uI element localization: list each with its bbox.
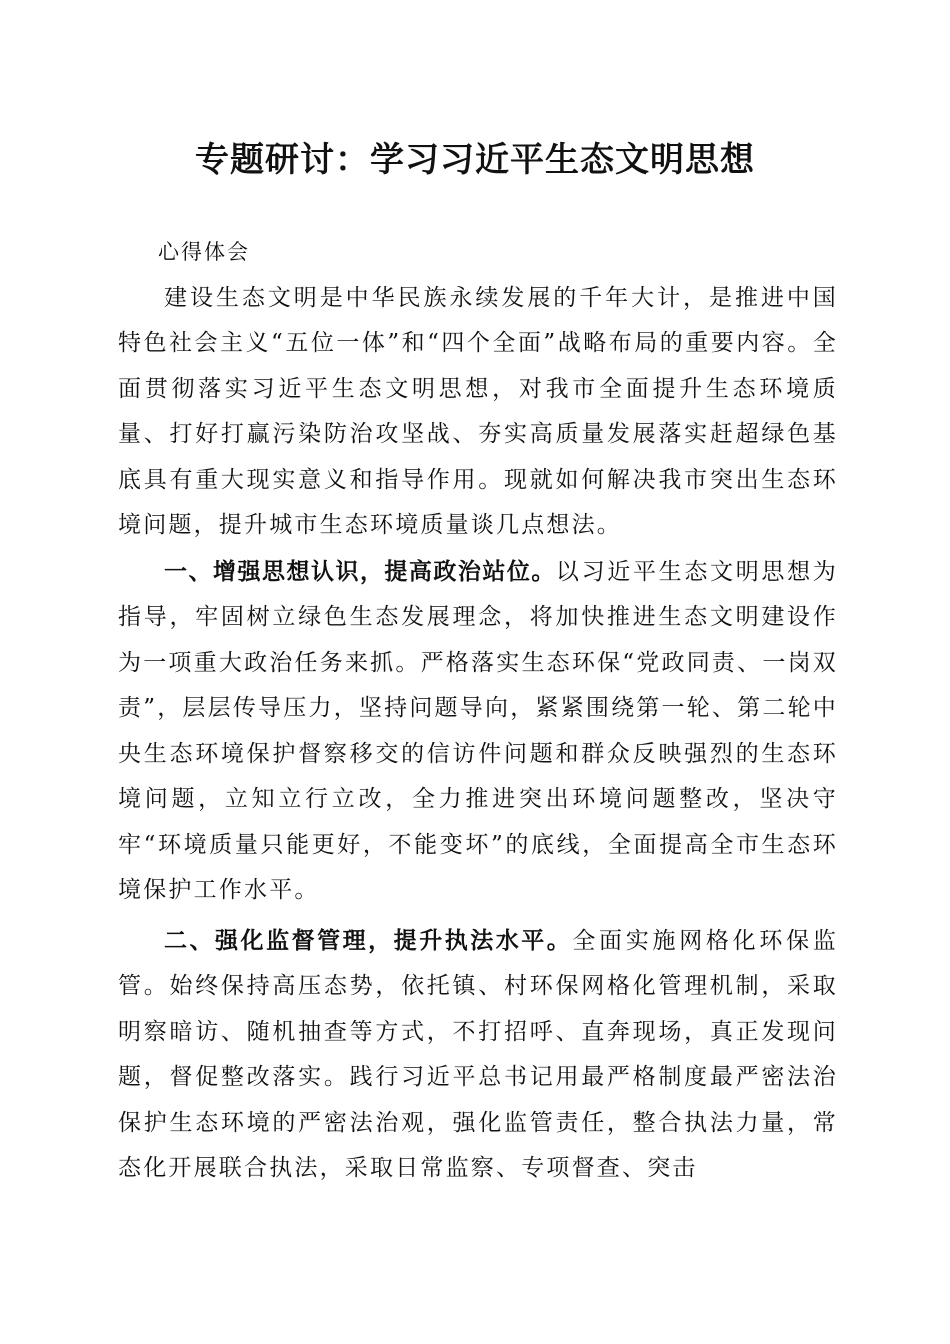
section-heading-1: 一、增强思想认识，提高政治站位。 [164,557,556,585]
intro-paragraph: 建设生态文明是中华民族永续发展的千年大计，是推进中国特色社会主义“五位一体”和“四个全面”战略布局的重要内容。全面贯彻落实习近平生态文明思想，对我市全面提升生态环境质量、打好打赢污染防治攻坚战、夯实高质量发展落实赶超绿色基底具有重大现实意义和指导作用。现就如何解决我市突出生态环境问题，提升城市生态环境质量谈几点想法。 [118,284,838,538]
section-paragraph-1 [118,549,838,914]
document-title: 专题研讨：学习习近平生态文明思想 [195,140,755,180]
section-text-2: 全面实施网格化环保监管。始终保持高压态势，依托镇、村环保网格化管理机制，采取明察暗访、随机抽查等方式，不打招呼、直奔现场，真正发现问题，督促整改落实。践行习近平总书记用最严格制度最严密法治保护生态环境的严密法治观，强化监管责任，整合执法力量，常态化开展联合执法，采取日常监察、专项督查、突击 [118,927,839,1181]
section-text-1: 以习近平生态文明思想为指导，牢固树立绿色生态发展理念，将加快推进生态文明建设作为一项重大政治任务来抓。严格落实生态环保“党政同责、一岗双责”，层层传导压力，坚持问题导向，紧紧围绕第一轮、第二轮中央生态环境保护督察移交的信访件问题和群众反映强烈的生态环境问题，立知立行立改，全力推进突出环境问题整改，坚决守牢“环境质量只能更好，不能变坏”的底线，全面提高全市生态环境保护工作水平。 [118,558,838,903]
section-paragraph-2 [118,918,838,1192]
document-body [118,230,838,1192]
document-subtitle: 心得体会 [158,240,250,264]
section-heading-2: 二、强化监督管理，提升执法水平。 [164,926,573,954]
